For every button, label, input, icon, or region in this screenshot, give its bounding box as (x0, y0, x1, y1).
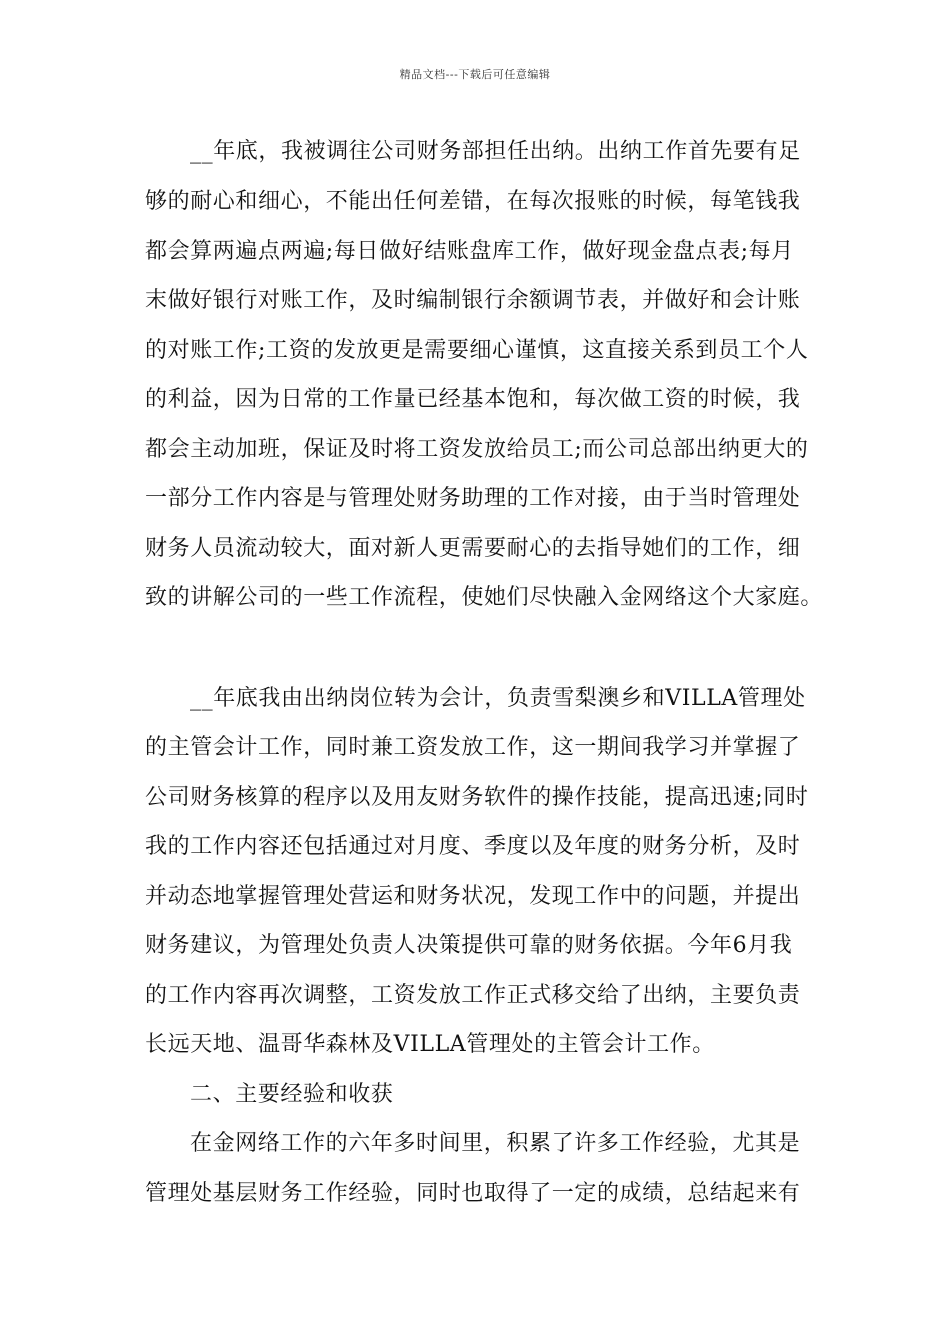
paragraph-2-line-6: 财务建议，为管理处负责人决策提供可靠的财务依据。今年6月我 (145, 933, 793, 958)
paragraph-1-line-10: 致的讲解公司的一些工作流程，使她们尽快融入金网络这个大家庭。 (145, 585, 824, 610)
paragraph-3-line-2: 管理处基层财务工作经验，同时也取得了一定的成绩，总结起来有 (145, 1181, 801, 1206)
paragraph-1-line-6: 的利益，因为日常的工作量已经基本饱和，每次做工资的时候，我 (145, 387, 801, 412)
paragraph-1-line-9: 财务人员流动较大，面对新人更需要耐心的去指导她们的工作，细 (145, 536, 801, 561)
page-header: 精品文档---下载后可任意编辑 (399, 68, 551, 81)
paragraph-1-line-7: 都会主动加班，保证及时将工资发放给员工;而公司总部出纳更大的 (145, 437, 809, 462)
paragraph-2-line-3: 公司财务核算的程序以及用友财务软件的操作技能，提高迅速;同时 (145, 785, 809, 810)
section-heading: 二、主要经验和收获 (190, 1082, 394, 1107)
paragraph-2-line-7: 的工作内容再次调整，工资发放工作正式移交给了出纳，主要负责 (145, 983, 801, 1008)
paragraph-3-line-1: 在金网络工作的六年多时间里，积累了许多工作经验，尤其是 (190, 1131, 801, 1156)
paragraph-1-line-2: 够的耐心和细心，不能出任何差错，在每次报账的时候，每笔钱我 (145, 189, 801, 214)
paragraph-2-line-4: 我的工作内容还包括通过对月度、季度以及年度的财务分析，及时 (145, 834, 801, 859)
paragraph-1-line-4: 末做好银行对账工作，及时编制银行余额调节表，并做好和会计账 (145, 288, 801, 313)
paragraph-2-line-2: 的主管会计工作，同时兼工资发放工作，这一期间我学习并掌握了 (145, 735, 801, 760)
paragraph-2-line-5: 并动态地掌握管理处营运和财务状况，发现工作中的问题，并提出 (145, 884, 801, 909)
paragraph-2-line-8: 长远天地、温哥华森林及VILLA管理处的主管会计工作。 (145, 1032, 715, 1057)
paragraph-1-line-3: 都会算两遍点两遍;每日做好结账盘库工作，做好现金盘点表;每月 (145, 239, 794, 264)
paragraph-1-line-5: 的对账工作;工资的发放更是需要细心谨慎，这直接关系到员工个人 (145, 338, 809, 363)
paragraph-2-line-1: __年底我由出纳岗位转为会计，负责雪梨澳乡和VILLA管理处 (190, 686, 806, 711)
paragraph-1-line-8: 一部分工作内容是与管理处财务助理的工作对接，由于当时管理处 (145, 486, 801, 511)
paragraph-1-line-1: __年底，我被调往公司财务部担任出纳。出纳工作首先要有足 (190, 139, 801, 164)
